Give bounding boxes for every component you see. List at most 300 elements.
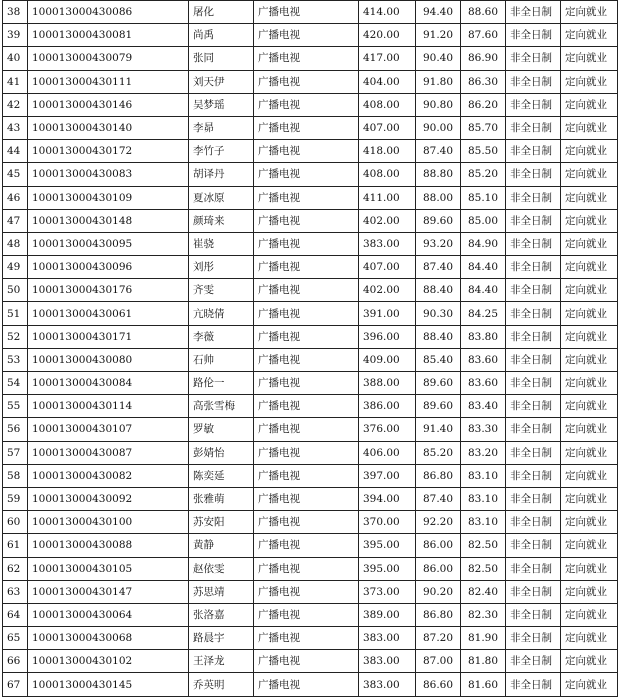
- cell-study-mode: 非全日制: [506, 93, 561, 116]
- cell-retest-score: 89.60: [416, 395, 461, 418]
- cell-major: 广播电视: [254, 348, 359, 371]
- cell-total-score: 388.00: [359, 372, 416, 395]
- cell-final-score: 82.50: [461, 534, 506, 557]
- table-row: [3, 232, 618, 255]
- cell-study-mode: 非全日制: [506, 24, 561, 47]
- cell-major: 广播电视: [254, 627, 359, 650]
- cell-candidate-id: 100013000430114: [28, 395, 189, 418]
- cell-study-mode: 非全日制: [506, 116, 561, 139]
- cell-retest-score: 90.20: [416, 580, 461, 603]
- cell-study-mode: 非全日制: [506, 395, 561, 418]
- cell-name: 屠化: [189, 1, 254, 24]
- cell-final-score: 84.25: [461, 302, 506, 325]
- cell-major: 广播电视: [254, 93, 359, 116]
- cell-candidate-id: 100013000430176: [28, 279, 189, 302]
- cell-final-score: 85.10: [461, 186, 506, 209]
- cell-retest-score: 88.40: [416, 279, 461, 302]
- table-row: [3, 24, 618, 47]
- cell-retest-score: 93.20: [416, 232, 461, 255]
- cell-retest-score: 85.20: [416, 441, 461, 464]
- cell-candidate-id: 100013000430102: [28, 650, 189, 673]
- cell-major: 广播电视: [254, 673, 359, 696]
- cell-major: 广播电视: [254, 163, 359, 186]
- cell-study-mode: 非全日制: [506, 256, 561, 279]
- cell-retest-score: 91.80: [416, 70, 461, 93]
- cell-name: 张雅萌: [189, 487, 254, 510]
- table-row: [3, 209, 618, 232]
- cell-total-score: 407.00: [359, 116, 416, 139]
- cell-employment-type: 定向就业: [561, 673, 618, 696]
- cell-total-score: 396.00: [359, 325, 416, 348]
- cell-name: 李竹子: [189, 140, 254, 163]
- cell-final-score: 84.40: [461, 256, 506, 279]
- cell-final-score: 82.30: [461, 603, 506, 626]
- cell-name: 颜琦来: [189, 209, 254, 232]
- cell-retest-score: 89.60: [416, 209, 461, 232]
- cell-retest-score: 88.00: [416, 186, 461, 209]
- cell-study-mode: 非全日制: [506, 627, 561, 650]
- cell-candidate-id: 100013000430068: [28, 627, 189, 650]
- cell-candidate-id: 100013000430080: [28, 348, 189, 371]
- table-row: [3, 140, 618, 163]
- cell-employment-type: 定向就业: [561, 116, 618, 139]
- cell-employment-type: 定向就业: [561, 186, 618, 209]
- table-row: [3, 395, 618, 418]
- cell-major: 广播电视: [254, 232, 359, 255]
- cell-final-score: 83.20: [461, 441, 506, 464]
- cell-candidate-id: 100013000430095: [28, 232, 189, 255]
- cell-name: 赵依雯: [189, 557, 254, 580]
- cell-study-mode: 非全日制: [506, 650, 561, 673]
- cell-name: 崔骁: [189, 232, 254, 255]
- cell-employment-type: 定向就业: [561, 487, 618, 510]
- cell-candidate-id: 100013000430061: [28, 302, 189, 325]
- cell-candidate-id: 100013000430082: [28, 464, 189, 487]
- cell-employment-type: 定向就业: [561, 24, 618, 47]
- cell-study-mode: 非全日制: [506, 418, 561, 441]
- cell-retest-score: 88.40: [416, 325, 461, 348]
- table-body: [3, 1, 618, 697]
- cell-employment-type: 定向就业: [561, 372, 618, 395]
- cell-total-score: 408.00: [359, 93, 416, 116]
- table-row: [3, 464, 618, 487]
- cell-major: 广播电视: [254, 464, 359, 487]
- cell-candidate-id: 100013000430084: [28, 372, 189, 395]
- cell-employment-type: 定向就业: [561, 256, 618, 279]
- cell-seq: 56: [3, 418, 28, 441]
- cell-total-score: 407.00: [359, 256, 416, 279]
- cell-name: 石帅: [189, 348, 254, 371]
- cell-candidate-id: 100013000430100: [28, 511, 189, 534]
- cell-seq: 49: [3, 256, 28, 279]
- cell-total-score: 394.00: [359, 487, 416, 510]
- cell-total-score: 373.00: [359, 580, 416, 603]
- cell-employment-type: 定向就业: [561, 140, 618, 163]
- cell-study-mode: 非全日制: [506, 163, 561, 186]
- cell-seq: 63: [3, 580, 28, 603]
- cell-retest-score: 91.20: [416, 24, 461, 47]
- cell-name: 李薇: [189, 325, 254, 348]
- cell-employment-type: 定向就业: [561, 93, 618, 116]
- cell-name: 苏安阳: [189, 511, 254, 534]
- cell-employment-type: 定向就业: [561, 47, 618, 70]
- cell-name: 刘彤: [189, 256, 254, 279]
- table-row: [3, 487, 618, 510]
- cell-candidate-id: 100013000430079: [28, 47, 189, 70]
- cell-name: 陈奕延: [189, 464, 254, 487]
- cell-total-score: 383.00: [359, 232, 416, 255]
- cell-candidate-id: 100013000430096: [28, 256, 189, 279]
- cell-final-score: 81.80: [461, 650, 506, 673]
- cell-final-score: 83.10: [461, 487, 506, 510]
- cell-employment-type: 定向就业: [561, 302, 618, 325]
- cell-retest-score: 90.30: [416, 302, 461, 325]
- cell-seq: 53: [3, 348, 28, 371]
- cell-seq: 46: [3, 186, 28, 209]
- cell-study-mode: 非全日制: [506, 186, 561, 209]
- cell-major: 广播电视: [254, 186, 359, 209]
- cell-seq: 51: [3, 302, 28, 325]
- cell-employment-type: 定向就业: [561, 534, 618, 557]
- cell-name: 路晨宇: [189, 627, 254, 650]
- cell-study-mode: 非全日制: [506, 580, 561, 603]
- cell-retest-score: 92.20: [416, 511, 461, 534]
- cell-study-mode: 非全日制: [506, 673, 561, 696]
- cell-seq: 64: [3, 603, 28, 626]
- cell-retest-score: 86.00: [416, 557, 461, 580]
- table-row: [3, 163, 618, 186]
- cell-name: 胡译丹: [189, 163, 254, 186]
- table-row: [3, 650, 618, 673]
- table-row: [3, 348, 618, 371]
- cell-final-score: 83.10: [461, 511, 506, 534]
- cell-seq: 67: [3, 673, 28, 696]
- cell-seq: 60: [3, 511, 28, 534]
- cell-name: 苏思靖: [189, 580, 254, 603]
- cell-name: 乔英明: [189, 673, 254, 696]
- cell-employment-type: 定向就业: [561, 441, 618, 464]
- cell-candidate-id: 100013000430146: [28, 93, 189, 116]
- cell-retest-score: 87.40: [416, 256, 461, 279]
- cell-retest-score: 86.60: [416, 673, 461, 696]
- cell-name: 夏冰原: [189, 186, 254, 209]
- cell-candidate-id: 100013000430171: [28, 325, 189, 348]
- cell-major: 广播电视: [254, 580, 359, 603]
- cell-total-score: 409.00: [359, 348, 416, 371]
- cell-retest-score: 86.80: [416, 603, 461, 626]
- cell-seq: 42: [3, 93, 28, 116]
- cell-study-mode: 非全日制: [506, 372, 561, 395]
- cell-employment-type: 定向就业: [561, 511, 618, 534]
- cell-name: 张同: [189, 47, 254, 70]
- cell-name: 齐雯: [189, 279, 254, 302]
- cell-retest-score: 87.40: [416, 140, 461, 163]
- table-row: [3, 93, 618, 116]
- cell-final-score: 81.60: [461, 673, 506, 696]
- cell-major: 广播电视: [254, 395, 359, 418]
- cell-major: 广播电视: [254, 256, 359, 279]
- table-row: [3, 603, 618, 626]
- cell-employment-type: 定向就业: [561, 603, 618, 626]
- table-row: [3, 47, 618, 70]
- cell-total-score: 383.00: [359, 650, 416, 673]
- cell-total-score: 402.00: [359, 209, 416, 232]
- cell-seq: 52: [3, 325, 28, 348]
- cell-total-score: 411.00: [359, 186, 416, 209]
- cell-employment-type: 定向就业: [561, 70, 618, 93]
- cell-total-score: 386.00: [359, 395, 416, 418]
- cell-major: 广播电视: [254, 209, 359, 232]
- table-row: [3, 116, 618, 139]
- cell-name: 亢晓倩: [189, 302, 254, 325]
- cell-seq: 50: [3, 279, 28, 302]
- cell-study-mode: 非全日制: [506, 464, 561, 487]
- cell-total-score: 414.00: [359, 1, 416, 24]
- cell-employment-type: 定向就业: [561, 279, 618, 302]
- cell-candidate-id: 100013000430148: [28, 209, 189, 232]
- cell-final-score: 83.60: [461, 348, 506, 371]
- cell-study-mode: 非全日制: [506, 557, 561, 580]
- table-row: [3, 1, 618, 24]
- cell-employment-type: 定向就业: [561, 650, 618, 673]
- cell-employment-type: 定向就业: [561, 209, 618, 232]
- cell-major: 广播电视: [254, 47, 359, 70]
- cell-name: 王泽龙: [189, 650, 254, 673]
- cell-major: 广播电视: [254, 441, 359, 464]
- cell-final-score: 86.30: [461, 70, 506, 93]
- cell-seq: 39: [3, 24, 28, 47]
- cell-total-score: 418.00: [359, 140, 416, 163]
- cell-major: 广播电视: [254, 302, 359, 325]
- cell-final-score: 87.60: [461, 24, 506, 47]
- cell-final-score: 83.60: [461, 372, 506, 395]
- cell-candidate-id: 100013000430140: [28, 116, 189, 139]
- cell-employment-type: 定向就业: [561, 325, 618, 348]
- cell-candidate-id: 100013000430064: [28, 603, 189, 626]
- cell-name: 张洛嘉: [189, 603, 254, 626]
- cell-name: 刘天伊: [189, 70, 254, 93]
- cell-final-score: 83.40: [461, 395, 506, 418]
- cell-study-mode: 非全日制: [506, 209, 561, 232]
- cell-candidate-id: 100013000430087: [28, 441, 189, 464]
- cell-name: 吴梦瑶: [189, 93, 254, 116]
- cell-employment-type: 定向就业: [561, 1, 618, 24]
- cell-name: 尚禹: [189, 24, 254, 47]
- cell-final-score: 86.20: [461, 93, 506, 116]
- cell-candidate-id: 100013000430081: [28, 24, 189, 47]
- admission-results-table: [2, 0, 618, 697]
- cell-employment-type: 定向就业: [561, 464, 618, 487]
- cell-major: 广播电视: [254, 534, 359, 557]
- cell-final-score: 82.50: [461, 557, 506, 580]
- table-row: [3, 534, 618, 557]
- table-row: [3, 70, 618, 93]
- cell-seq: 66: [3, 650, 28, 673]
- cell-final-score: 82.40: [461, 580, 506, 603]
- cell-total-score: 395.00: [359, 534, 416, 557]
- table-row: [3, 627, 618, 650]
- cell-retest-score: 87.00: [416, 650, 461, 673]
- cell-total-score: 406.00: [359, 441, 416, 464]
- table-row: [3, 256, 618, 279]
- cell-major: 广播电视: [254, 650, 359, 673]
- cell-study-mode: 非全日制: [506, 511, 561, 534]
- cell-total-score: 376.00: [359, 418, 416, 441]
- cell-study-mode: 非全日制: [506, 302, 561, 325]
- cell-candidate-id: 100013000430083: [28, 163, 189, 186]
- cell-final-score: 84.90: [461, 232, 506, 255]
- cell-study-mode: 非全日制: [506, 441, 561, 464]
- cell-retest-score: 88.80: [416, 163, 461, 186]
- cell-seq: 54: [3, 372, 28, 395]
- cell-seq: 48: [3, 232, 28, 255]
- cell-retest-score: 89.60: [416, 372, 461, 395]
- cell-seq: 62: [3, 557, 28, 580]
- cell-retest-score: 87.20: [416, 627, 461, 650]
- cell-study-mode: 非全日制: [506, 487, 561, 510]
- table-row: [3, 557, 618, 580]
- cell-employment-type: 定向就业: [561, 580, 618, 603]
- cell-name: 罗敏: [189, 418, 254, 441]
- cell-final-score: 86.90: [461, 47, 506, 70]
- table-row: [3, 511, 618, 534]
- table-row: [3, 279, 618, 302]
- cell-name: 李昴: [189, 116, 254, 139]
- cell-total-score: 383.00: [359, 673, 416, 696]
- table-row: [3, 302, 618, 325]
- cell-seq: 55: [3, 395, 28, 418]
- cell-final-score: 83.30: [461, 418, 506, 441]
- cell-total-score: 395.00: [359, 557, 416, 580]
- cell-study-mode: 非全日制: [506, 279, 561, 302]
- cell-name: 高张雪梅: [189, 395, 254, 418]
- cell-total-score: 370.00: [359, 511, 416, 534]
- cell-seq: 61: [3, 534, 28, 557]
- cell-major: 广播电视: [254, 24, 359, 47]
- cell-major: 广播电视: [254, 418, 359, 441]
- cell-final-score: 83.10: [461, 464, 506, 487]
- cell-seq: 38: [3, 1, 28, 24]
- cell-candidate-id: 100013000430088: [28, 534, 189, 557]
- cell-employment-type: 定向就业: [561, 627, 618, 650]
- table-row: [3, 186, 618, 209]
- cell-study-mode: 非全日制: [506, 603, 561, 626]
- cell-final-score: 81.90: [461, 627, 506, 650]
- cell-candidate-id: 100013000430109: [28, 186, 189, 209]
- cell-candidate-id: 100013000430092: [28, 487, 189, 510]
- cell-major: 广播电视: [254, 372, 359, 395]
- cell-major: 广播电视: [254, 557, 359, 580]
- cell-final-score: 85.20: [461, 163, 506, 186]
- cell-name: 黄静: [189, 534, 254, 557]
- cell-candidate-id: 100013000430107: [28, 418, 189, 441]
- cell-seq: 58: [3, 464, 28, 487]
- cell-major: 广播电视: [254, 603, 359, 626]
- cell-seq: 65: [3, 627, 28, 650]
- cell-major: 广播电视: [254, 70, 359, 93]
- cell-study-mode: 非全日制: [506, 140, 561, 163]
- cell-name: 彭婧怡: [189, 441, 254, 464]
- cell-total-score: 389.00: [359, 603, 416, 626]
- cell-retest-score: 86.00: [416, 534, 461, 557]
- cell-retest-score: 94.40: [416, 1, 461, 24]
- cell-final-score: 85.70: [461, 116, 506, 139]
- cell-total-score: 391.00: [359, 302, 416, 325]
- cell-employment-type: 定向就业: [561, 418, 618, 441]
- cell-candidate-id: 100013000430111: [28, 70, 189, 93]
- cell-candidate-id: 100013000430105: [28, 557, 189, 580]
- cell-major: 广播电视: [254, 511, 359, 534]
- cell-employment-type: 定向就业: [561, 232, 618, 255]
- cell-study-mode: 非全日制: [506, 348, 561, 371]
- cell-study-mode: 非全日制: [506, 534, 561, 557]
- cell-seq: 44: [3, 140, 28, 163]
- cell-final-score: 85.50: [461, 140, 506, 163]
- cell-seq: 57: [3, 441, 28, 464]
- table-row: [3, 418, 618, 441]
- cell-employment-type: 定向就业: [561, 163, 618, 186]
- table-row: [3, 580, 618, 603]
- cell-seq: 47: [3, 209, 28, 232]
- cell-major: 广播电视: [254, 325, 359, 348]
- table-row: [3, 325, 618, 348]
- cell-name: 路伦一: [189, 372, 254, 395]
- cell-seq: 41: [3, 70, 28, 93]
- cell-seq: 59: [3, 487, 28, 510]
- cell-total-score: 404.00: [359, 70, 416, 93]
- cell-candidate-id: 100013000430145: [28, 673, 189, 696]
- cell-employment-type: 定向就业: [561, 348, 618, 371]
- cell-retest-score: 90.40: [416, 47, 461, 70]
- cell-seq: 43: [3, 116, 28, 139]
- cell-total-score: 417.00: [359, 47, 416, 70]
- cell-study-mode: 非全日制: [506, 1, 561, 24]
- cell-total-score: 402.00: [359, 279, 416, 302]
- cell-study-mode: 非全日制: [506, 70, 561, 93]
- cell-seq: 40: [3, 47, 28, 70]
- cell-retest-score: 90.00: [416, 116, 461, 139]
- cell-candidate-id: 100013000430172: [28, 140, 189, 163]
- cell-employment-type: 定向就业: [561, 557, 618, 580]
- cell-final-score: 84.40: [461, 279, 506, 302]
- cell-seq: 45: [3, 163, 28, 186]
- table-row: [3, 372, 618, 395]
- cell-candidate-id: 100013000430086: [28, 1, 189, 24]
- cell-retest-score: 90.80: [416, 93, 461, 116]
- cell-retest-score: 85.40: [416, 348, 461, 371]
- cell-total-score: 397.00: [359, 464, 416, 487]
- cell-final-score: 83.80: [461, 325, 506, 348]
- cell-study-mode: 非全日制: [506, 47, 561, 70]
- table-row: [3, 673, 618, 696]
- cell-study-mode: 非全日制: [506, 232, 561, 255]
- cell-major: 广播电视: [254, 140, 359, 163]
- cell-total-score: 408.00: [359, 163, 416, 186]
- cell-candidate-id: 100013000430147: [28, 580, 189, 603]
- cell-major: 广播电视: [254, 116, 359, 139]
- cell-final-score: 88.60: [461, 1, 506, 24]
- cell-retest-score: 91.40: [416, 418, 461, 441]
- table-row: [3, 441, 618, 464]
- cell-major: 广播电视: [254, 1, 359, 24]
- cell-final-score: 85.00: [461, 209, 506, 232]
- cell-major: 广播电视: [254, 487, 359, 510]
- cell-retest-score: 87.40: [416, 487, 461, 510]
- cell-employment-type: 定向就业: [561, 395, 618, 418]
- cell-total-score: 383.00: [359, 627, 416, 650]
- cell-major: 广播电视: [254, 279, 359, 302]
- cell-total-score: 420.00: [359, 24, 416, 47]
